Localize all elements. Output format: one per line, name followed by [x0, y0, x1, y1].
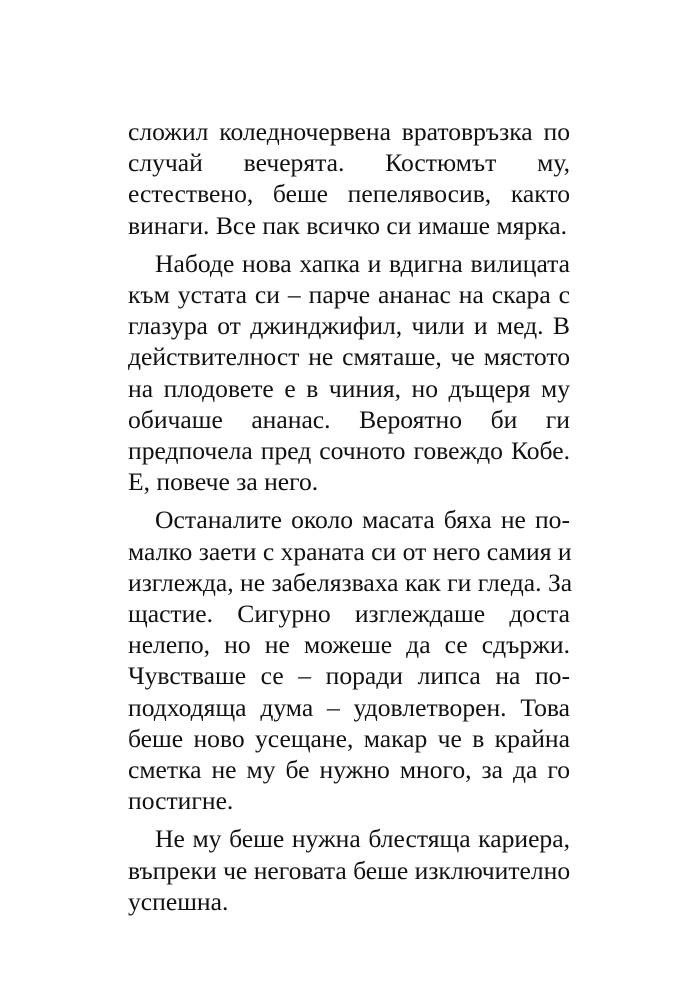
text-line: беше ново усещане, макар че в крайна — [128, 723, 570, 753]
paragraph-3 — [128, 504, 573, 816]
text-line: Е, повече за него. — [128, 467, 319, 497]
text-line: постигне. — [128, 786, 234, 816]
text-line: Чувстваше се – поради липса на по- — [128, 661, 570, 691]
text-line: Набоде нова хапка и вдигна вилицата — [155, 248, 570, 278]
text-line: обичаше ананас. Вероятно би ги — [128, 404, 570, 434]
text-line: Не му беше нужна блестяща кариера, — [155, 824, 570, 854]
text-line: към устата си – парче ананас на скара с — [128, 280, 570, 310]
text-line: случай вечерята. Костюмът му, — [128, 148, 570, 178]
text-line: малко заети с храната си от него самия и — [128, 536, 572, 566]
text-line: винаги. Все пак всичко си имаше мярка. — [128, 210, 567, 240]
text-line: подходяща дума – удовлетворен. Това — [128, 692, 570, 722]
text-line: глазура от джинджифил, чили и мед. В — [128, 311, 570, 341]
text-line: предпочела пред сочното говеждо Кобе. — [128, 436, 570, 466]
text-line: сметка не му бе нужно много, за да го — [128, 755, 570, 785]
text-line: действителност не смяташе, че мястото — [128, 342, 570, 372]
text-line: щастие. Сигурно изглеждаше доста — [128, 599, 570, 629]
text-line: въпреки че неговата беше изключително — [128, 855, 571, 885]
body-text — [128, 116, 573, 924]
text-line: Останалите около масата бяха не по- — [155, 505, 570, 535]
text-line: естествено, беше пепелявосив, както — [128, 179, 570, 209]
paragraph-1 — [128, 116, 570, 241]
text-line: на плодовете е в чиния, но дъщеря му — [128, 373, 570, 403]
text-line: изглежда, не забелязваха как ги гледа. За — [128, 567, 573, 597]
paragraph-2 — [128, 248, 570, 498]
text-line: успешна. — [128, 886, 229, 916]
text-line: сложил коледночервена вратовръзка по — [128, 117, 570, 146]
paragraph-4 — [128, 823, 570, 917]
text-line: нелепо, но не можеше да се сдържи. — [128, 630, 570, 660]
